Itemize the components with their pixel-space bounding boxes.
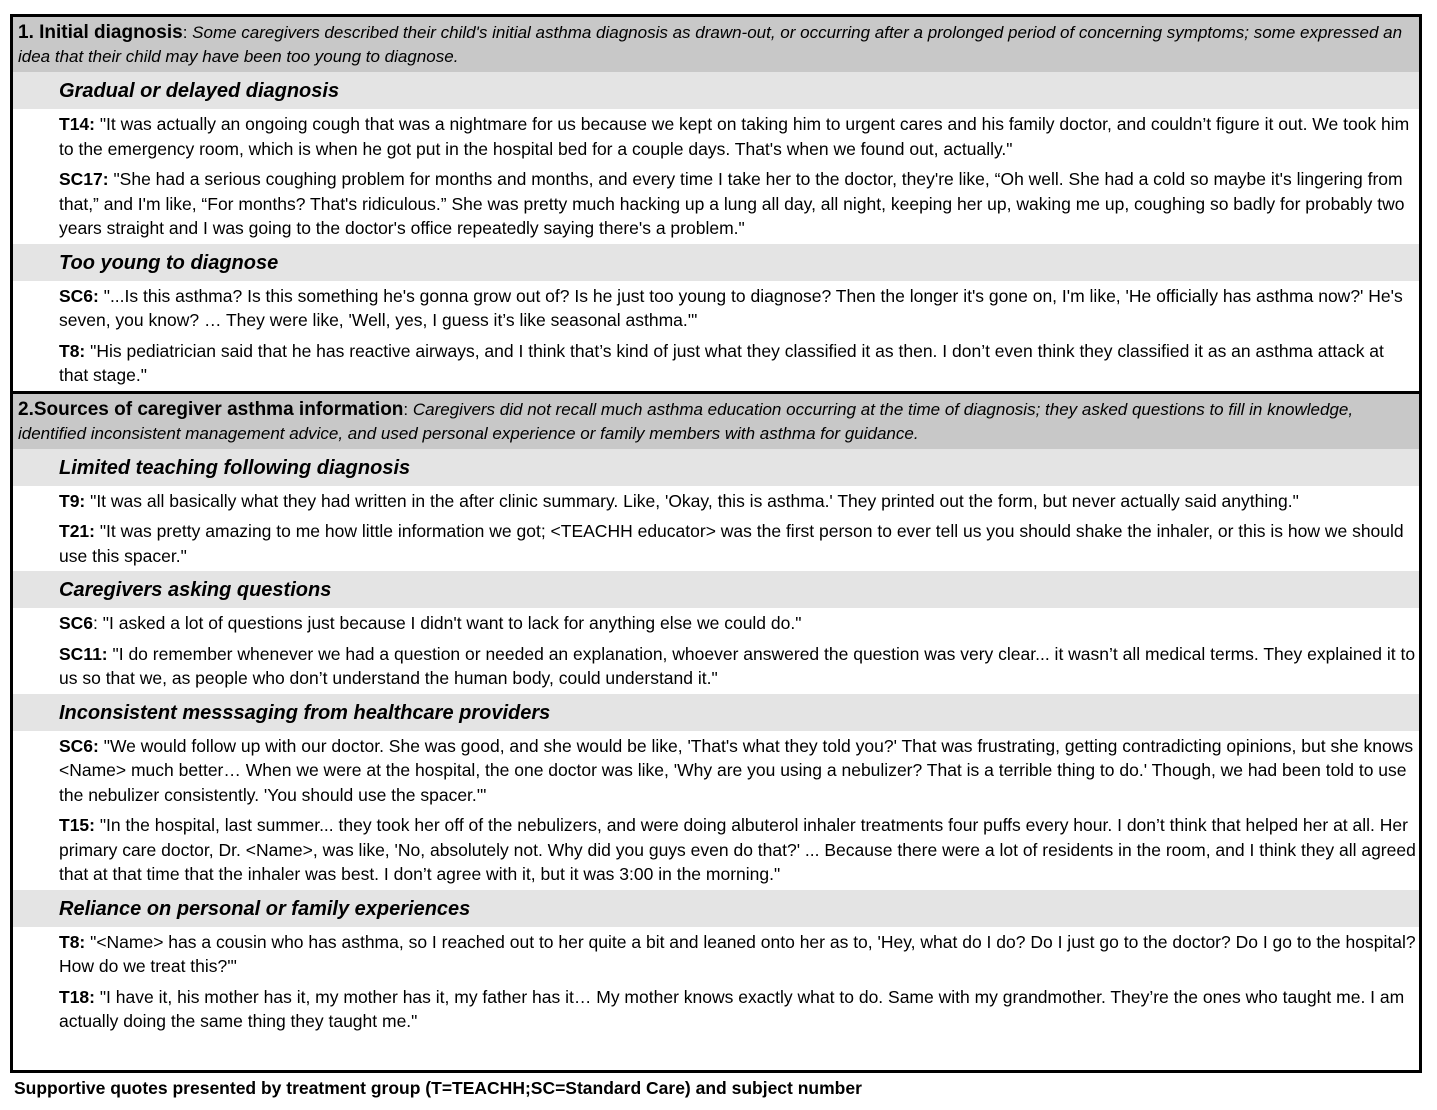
theme-header — [13, 394, 1419, 449]
quote-list — [13, 281, 1419, 391]
subject-id: T9: — [59, 490, 86, 511]
theme-header — [13, 17, 1419, 72]
quote-text: "In the hospital, last summer... they took her off of the nebulizers, and were doing albuterol inhaler treatments four puffs every hour. I don’t think that helped her at all. Her primary care doctor, Dr. <Name>, was like, 'No, absolutely not. Why did you guys even do that?' ... Because there were a lot of residents in the room, and I think they all agreed that at that time that the inhaler was best. I don’t agree with it, but it was 3:00 in the morning." — [59, 815, 1416, 884]
quote-text: "<Name> has a cousin who has asthma, so I reached out to her quite a bit and leaned onto her as to, 'Hey, what do I do? Do I just go to the doctor? Do I go to the hospital? How do we treat this?'" — [59, 931, 1416, 976]
quote — [59, 339, 1419, 388]
quote — [59, 813, 1419, 887]
quote — [59, 519, 1419, 568]
theme-name: 2.Sources of caregiver asthma information — [18, 398, 404, 420]
quote-text: "I do remember whenever we had a question or needed an explanation, whoever answered the question was very clear... it wasn’t all medical terms. They explained it to us so that we, as people who don’t understand the human body, could understand it." — [59, 643, 1416, 688]
table-footnote: Supportive quotes presented by treatment group (T=TEACHH;SC=Standard Care) and subject number — [14, 1078, 862, 1098]
subject-id: T8: — [59, 931, 86, 952]
subject-id: SC6: — [59, 285, 99, 306]
quote — [59, 642, 1419, 691]
theme-name: 1. Initial diagnosis — [18, 22, 183, 43]
theme-description: Some caregivers described their child's initial asthma diagnosis as drawn-out, or occurring after a prolonged period of concerning symptoms; some expressed an idea that their child may have been too young to diagnose. — [18, 23, 1403, 66]
quote-text: : "I asked a lot of questions just because I didn't want to lack for anything else we could do." — [93, 613, 802, 633]
subtheme-header: Too young to diagnose — [13, 244, 1419, 281]
quote-text: "...Is this asthma? Is this something he's gonna grow out of? Is he just too young to diagnose? Then the longer it's gone on, I'm like, 'He officially has asthma now?' He's seven, you know? … They were like, 'Well, yes, I guess it’s like seasonal asthma.'" — [59, 285, 1403, 330]
quote — [59, 489, 1419, 514]
subtheme-header: Caregivers asking questions — [13, 571, 1419, 608]
theme-description: Caregivers did not recall much asthma education occurring at the time of diagnosis; they asked questions to fill in knowledge, identified inconsistent management advice, and used personal experience or family members with asthma for guidance. — [18, 399, 1354, 443]
quote-list — [13, 731, 1419, 890]
quote — [59, 734, 1419, 808]
quotes-table — [10, 14, 1422, 1073]
subject-id: SC11: — [59, 643, 108, 664]
subject-id: T14: — [59, 114, 95, 134]
subject-id: SC6: — [59, 735, 99, 756]
quote — [59, 112, 1419, 161]
quote-text: "It was all basically what they had written in the after clinic summary. Like, 'Okay, this is asthma.' They printed out the form, but never actually said anything." — [85, 490, 1299, 511]
quote-list — [13, 109, 1419, 244]
quote-text: "It was actually an ongoing cough that was a nightmare for us because we kept on taking him to urgent cares and his family doctor, and couldn’t figure it out. We took him to the emergency room, which is when he got put in the hospital bed for a couple days. That's when we found out, actually." — [59, 114, 1410, 159]
quote-text: "His pediatrician said that he has reactive airways, and I think that’s kind of just what they classified it as then. I don’t even think they classified it as an asthma attack at that stage." — [59, 340, 1384, 385]
subject-id: T21: — [59, 521, 95, 541]
subject-id: SC17: — [59, 169, 109, 189]
subtheme-header: Reliance on personal or family experiences — [13, 890, 1419, 927]
subject-id: T8: — [59, 340, 86, 361]
quote — [59, 930, 1419, 979]
quote — [59, 985, 1419, 1034]
subtheme-header: Inconsistent messsaging from healthcare providers — [13, 694, 1419, 731]
quote — [59, 167, 1419, 241]
subject-id: T18: — [59, 986, 95, 1007]
theme-separator: : — [403, 399, 409, 419]
quote-list — [13, 608, 1419, 694]
quote-text: "I have it, his mother has it, my mother has it, my father has it… My mother knows exactly what to do. Same with my grandmother. They’re the ones who taught me. I am actually doing the same thing they taught me." — [59, 986, 1405, 1031]
quote-text: "She had a serious coughing problem for months and months, and every time I take her to the doctor, they're like, “Oh well. She had a cold so maybe it's lingering from that,” and I'm like, “For months? That's ridiculous.” She was pretty much hacking up a lung all day, all night, keeping her up, waking me up, coughing so badly for probably two years straight and I was going to the doctor's office repeatedly saying there's a problem." — [59, 169, 1405, 238]
subject-id: T15: — [59, 815, 95, 835]
subtheme-header: Gradual or delayed diagnosis — [13, 72, 1419, 109]
quote-text: "It was pretty amazing to me how little information we got; <TEACHH educator> was the first person to ever tell us you should shake the inhaler, or this is how we should use this spacer." — [59, 521, 1404, 566]
quote — [59, 611, 1419, 636]
quote-list — [13, 927, 1419, 1037]
quote-list — [13, 486, 1419, 572]
quote-text: "We would follow up with our doctor. She was good, and she would be like, 'That's what they told you?' That was frustrating, getting contradicting opinions, but she knows <Name> much better… When we were at the hospital, the one doctor was like, 'Why are you using a nebulizer? That is a terrible thing to do.' Though, we had been told to use the nebulizer consistently. 'You should use the spacer.'" — [59, 735, 1414, 805]
theme-separator: : — [182, 23, 188, 42]
subtheme-header: Limited teaching following diagnosis — [13, 449, 1419, 486]
quote — [59, 284, 1419, 333]
subject-id: SC6 — [59, 613, 94, 633]
